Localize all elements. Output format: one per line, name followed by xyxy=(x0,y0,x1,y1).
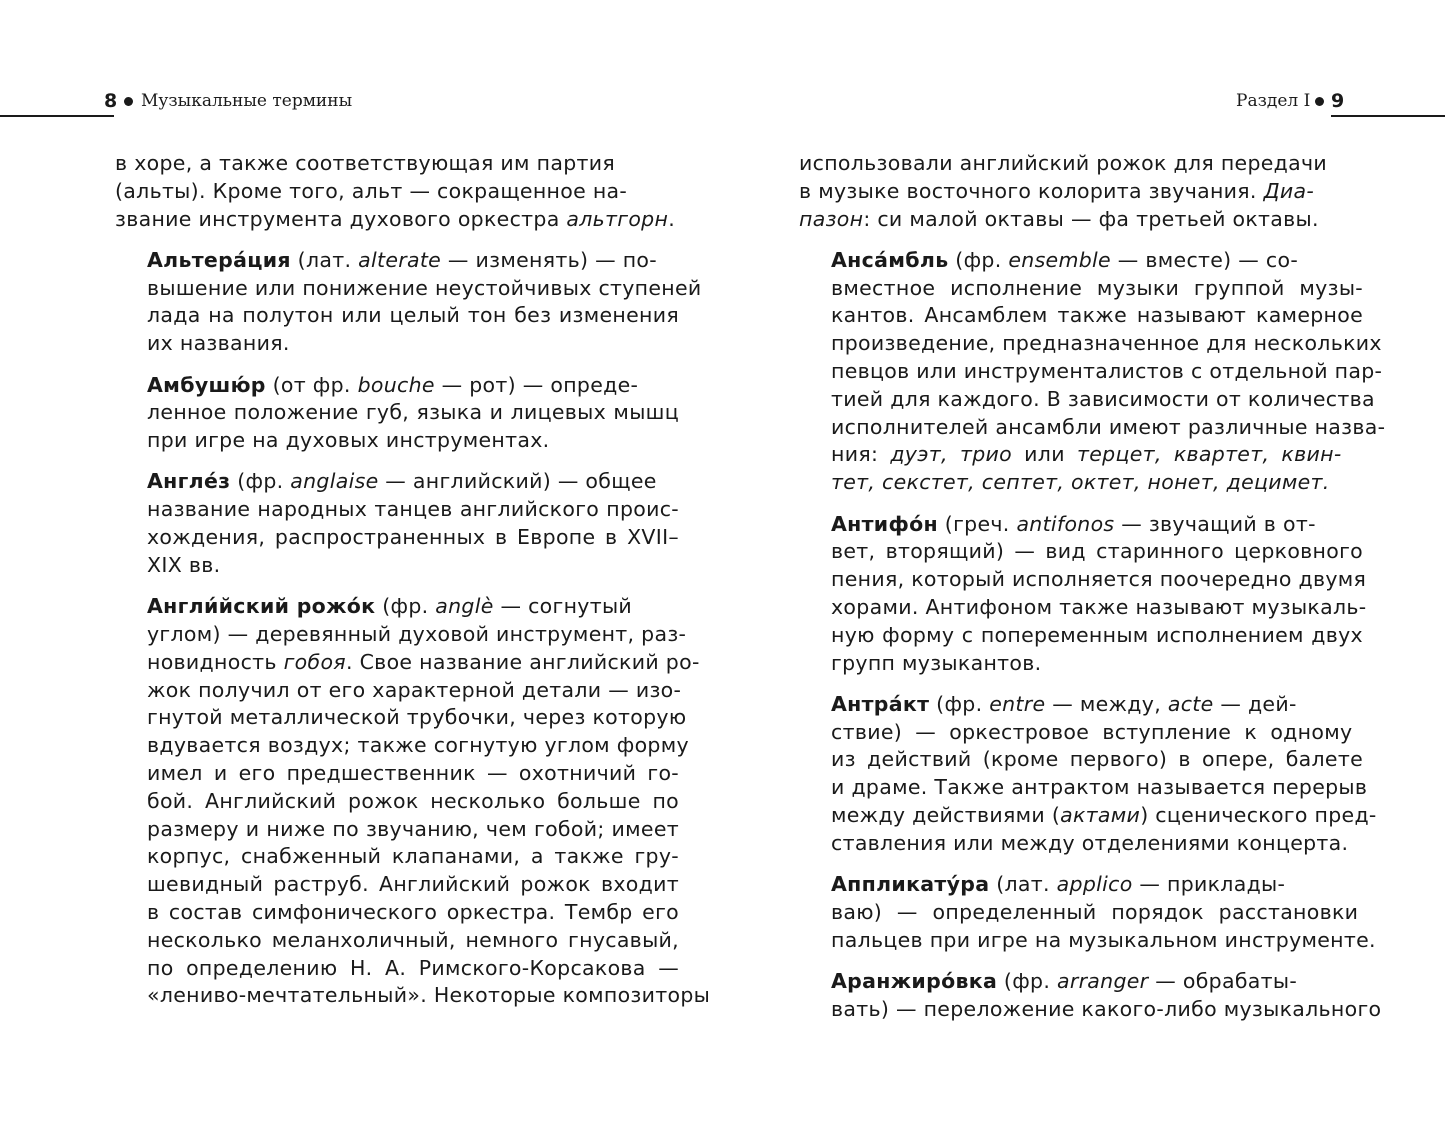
text-run: ния: xyxy=(831,442,891,467)
text-run: (фр. xyxy=(948,247,1009,272)
text-run: ставления или между отделениями концерта. xyxy=(831,830,1349,855)
text-run: шевидный раструб. Английский рожок входит xyxy=(147,872,679,897)
text-run: имел и его предшественник — охотничий го- xyxy=(147,760,679,785)
dictionary-entry xyxy=(799,871,1376,954)
text-run: пальцев при игре на музыкальном инструменте. xyxy=(831,927,1376,952)
text-line xyxy=(115,677,682,705)
bullet-icon xyxy=(124,97,133,106)
italic-text: antifonos xyxy=(1016,511,1115,536)
text-run: хорами. Антифоном также называют музыкаль- xyxy=(831,594,1367,619)
text-run: или xyxy=(1012,442,1077,467)
text-run: вет, вторящий) — вид старинного церковного xyxy=(831,539,1363,564)
text-line xyxy=(115,760,679,788)
italic-text: терцет, квартет, квин- xyxy=(1076,442,1342,467)
text-run: (фр. xyxy=(997,969,1057,994)
text-run: тией для каждого. В зависимости от количества xyxy=(831,386,1375,411)
continued-paragraph xyxy=(115,150,676,233)
text-run: — английский) — общее xyxy=(378,469,657,494)
text-line xyxy=(115,178,647,206)
right-page-text xyxy=(799,150,1386,1037)
text-line xyxy=(115,593,647,621)
italic-text: Диа- xyxy=(1263,178,1315,203)
italic-text: тет, секстет, септет, октет, нонет, децимет. xyxy=(831,470,1330,495)
entry-term: Англи́йский рожо́к xyxy=(147,594,376,619)
text-line xyxy=(799,302,1363,330)
text-run: — приклады- xyxy=(1132,872,1286,897)
text-run: групп музыкантов. xyxy=(831,650,1042,675)
text-run: — обрабаты- xyxy=(1148,969,1298,994)
text-run: — изменять) — по- xyxy=(441,247,657,272)
italic-text: arranger xyxy=(1056,969,1149,994)
text-run: в состав симфонического оркестра. Тембр его xyxy=(147,899,679,924)
text-line xyxy=(115,496,679,524)
text-line xyxy=(115,871,679,899)
right-header-rule xyxy=(1331,115,1445,117)
text-run: в хоре, а также соответствующая им партия xyxy=(115,151,616,175)
text-run: между действиями ( xyxy=(831,803,1061,828)
entry-term: Аппликату́ра xyxy=(831,872,990,897)
text-run: — звучащий в от- xyxy=(1114,511,1316,536)
text-line xyxy=(799,968,1331,996)
italic-text: пазон xyxy=(799,206,864,231)
text-run: (лат. xyxy=(989,872,1057,897)
dictionary-entry xyxy=(799,968,1382,1024)
text-run: ствие) — оркестровое вступление к одному xyxy=(831,719,1353,744)
text-line xyxy=(115,927,679,955)
text-line xyxy=(799,206,1331,234)
text-line xyxy=(115,468,657,496)
text-run: . Свое название английский ро- xyxy=(345,649,700,674)
text-line xyxy=(799,358,1383,386)
text-run: несколько меланхоличный, немного гнусавый, xyxy=(147,927,679,952)
bullet-icon xyxy=(1315,97,1324,106)
text-run: использовали английский рожок для передачи xyxy=(799,151,1328,175)
text-run: ваю) — определенный порядок расстановки xyxy=(831,899,1359,924)
italic-text: ensemble xyxy=(1008,247,1111,272)
text-line xyxy=(115,816,679,844)
text-line xyxy=(799,774,1368,802)
dictionary-entry xyxy=(115,372,679,455)
text-line xyxy=(799,830,1349,858)
italic-text: acte xyxy=(1167,691,1214,716)
text-line xyxy=(799,330,1382,358)
text-line xyxy=(115,247,657,275)
text-run: из действий (кроме первого) в опере, балете xyxy=(831,747,1363,772)
text-run: хождения, распространенных в Европе в XVII– xyxy=(147,525,679,550)
dictionary-entry xyxy=(799,691,1377,858)
text-line xyxy=(799,178,1331,206)
italic-text: альтгорн xyxy=(566,206,669,231)
text-run: (фр. xyxy=(375,594,436,619)
entry-term: Аранжиро́вка xyxy=(831,969,998,994)
left-running-head xyxy=(0,86,360,118)
entry-term: Альтера́ция xyxy=(147,247,291,272)
right-page-number: 9 xyxy=(1331,90,1345,112)
entry-term: Антра́кт xyxy=(831,691,930,716)
italic-text: дуэт, трио xyxy=(890,442,1013,467)
text-run: (фр. xyxy=(230,469,291,494)
text-run: корпус, снабженный клапанами, а также гру- xyxy=(147,844,679,869)
text-run: ную форму с попеременным исполнением двух xyxy=(831,622,1363,647)
italic-text: гобоя xyxy=(283,649,346,674)
text-run: при игре на духовых инструментах. xyxy=(147,428,550,453)
entry-term: Анса́мбль xyxy=(831,247,949,272)
text-line xyxy=(799,691,1331,719)
text-run: ) сценического пред- xyxy=(1140,803,1377,828)
text-line xyxy=(799,746,1363,774)
italic-text: entre xyxy=(989,691,1046,716)
text-run: кантов. Ансамблем также называют камерное xyxy=(831,303,1363,328)
text-run: лада на полутон или целый тон без изменения xyxy=(147,303,679,328)
text-run: (фр. xyxy=(929,691,990,716)
text-run: ленное положение губ, языка и лицевых мышц xyxy=(147,400,679,425)
text-run: — дей- xyxy=(1213,691,1297,716)
left-page-number: 8 xyxy=(104,90,118,112)
text-run: — между, xyxy=(1045,691,1168,716)
italic-text: anglè xyxy=(435,594,494,619)
text-run: пения, который исполняется поочередно двумя xyxy=(831,567,1367,592)
text-run: в музыке восточного колорита звучания. xyxy=(799,178,1264,203)
text-line xyxy=(799,414,1386,442)
left-page-text xyxy=(115,150,711,1024)
text-run: : си малой октавы — фа третьей октавы. xyxy=(863,206,1319,231)
text-line xyxy=(799,719,1353,747)
text-line xyxy=(115,302,679,330)
text-run: вместное исполнение музыки группой музы- xyxy=(831,275,1363,300)
text-line xyxy=(115,788,679,816)
text-line xyxy=(115,649,700,677)
text-line xyxy=(115,704,687,732)
text-run: их названия. xyxy=(147,331,290,356)
text-line xyxy=(115,982,711,1010)
text-line xyxy=(799,247,1331,275)
text-line xyxy=(799,469,1331,497)
text-run: бой. Английский рожок несколько больше по xyxy=(147,788,679,813)
text-run: XIX вв. xyxy=(147,552,221,577)
text-line xyxy=(115,524,679,552)
text-line xyxy=(115,330,647,358)
right-running-head xyxy=(1210,86,1445,118)
text-run: — согнутый xyxy=(493,594,633,619)
text-run: вдувается воздух; также согнутую углом форму xyxy=(147,733,689,758)
text-run: — рот) — опреде- xyxy=(434,372,639,397)
text-run: размеру и ниже по звучанию, чем гобой; имеет xyxy=(147,816,679,841)
text-line xyxy=(115,206,676,234)
text-line xyxy=(115,399,679,427)
entry-term: Антифо́н xyxy=(831,511,938,536)
text-run: вышение или понижение неустойчивых ступеней xyxy=(147,275,702,300)
left-page-title: Музыкальные термины xyxy=(141,91,353,111)
text-run: (альты). Кроме того, альт — сокращенное на- xyxy=(115,178,628,203)
text-run: . xyxy=(668,206,676,231)
text-run: жок получил от его характерной детали — изо- xyxy=(147,677,682,702)
text-line xyxy=(799,441,1342,469)
text-run: по определению Н. А. Римского-Корсакова — xyxy=(147,955,679,980)
text-line xyxy=(115,427,647,455)
dictionary-entry xyxy=(115,468,679,579)
text-line xyxy=(799,566,1367,594)
text-line xyxy=(115,621,687,649)
text-line xyxy=(799,927,1376,955)
text-run: исполнителей ансамбли имеют различные назва- xyxy=(831,414,1386,439)
text-line xyxy=(799,899,1359,927)
dictionary-entry xyxy=(799,247,1386,497)
text-run: «лениво-мечтательный». Некоторые композиторы xyxy=(147,983,711,1008)
text-line xyxy=(799,538,1363,566)
text-line xyxy=(799,650,1331,678)
text-line xyxy=(115,552,647,580)
text-run: произведение, предназначенное для нескольких xyxy=(831,331,1382,356)
text-run: гнутой металлической трубочки, через которую xyxy=(147,705,687,730)
text-run: название народных танцев английского проис- xyxy=(147,497,679,522)
text-line xyxy=(799,150,1331,178)
text-line xyxy=(115,955,679,983)
text-line xyxy=(799,996,1382,1024)
text-line xyxy=(115,275,702,303)
dictionary-entry xyxy=(115,247,702,358)
text-run: певцов или инструменталистов с отдельной пар- xyxy=(831,359,1383,384)
text-run: вать) — переложение какого-либо музыкального xyxy=(831,996,1382,1021)
italic-text: alterate xyxy=(358,247,442,272)
italic-text: bouche xyxy=(357,372,435,397)
text-line xyxy=(115,372,647,400)
text-run: и драме. Также антрактом называется перерыв xyxy=(831,775,1368,800)
text-line xyxy=(115,843,679,871)
text-line xyxy=(799,622,1363,650)
italic-text: актами xyxy=(1060,803,1141,828)
text-line xyxy=(115,150,647,178)
text-run: (лат. xyxy=(290,247,359,272)
text-line xyxy=(799,594,1367,622)
text-line xyxy=(799,802,1377,830)
right-page-title: Раздел I xyxy=(1236,91,1311,111)
text-line xyxy=(115,899,679,927)
text-run: новидность xyxy=(147,649,284,674)
dictionary-entry xyxy=(115,593,711,1010)
text-line xyxy=(115,732,689,760)
italic-text: anglaise xyxy=(290,469,379,494)
continued-paragraph xyxy=(799,150,1331,233)
text-run: углом) — деревянный духовой инструмент, раз- xyxy=(147,621,687,646)
text-line xyxy=(799,871,1331,899)
left-header-rule xyxy=(0,115,114,117)
text-run: (греч. xyxy=(937,511,1017,536)
dictionary-entry xyxy=(799,511,1367,678)
text-run: (от фр. xyxy=(265,372,358,397)
italic-text: applico xyxy=(1056,872,1133,897)
text-line xyxy=(799,386,1375,414)
text-run: — вместе) — со- xyxy=(1110,247,1299,272)
text-line xyxy=(799,275,1363,303)
text-run: звание инструмента духового оркестра xyxy=(115,206,567,231)
entry-term: Амбушю́р xyxy=(147,372,266,397)
text-line xyxy=(799,511,1331,539)
entry-term: Англе́з xyxy=(147,469,231,494)
